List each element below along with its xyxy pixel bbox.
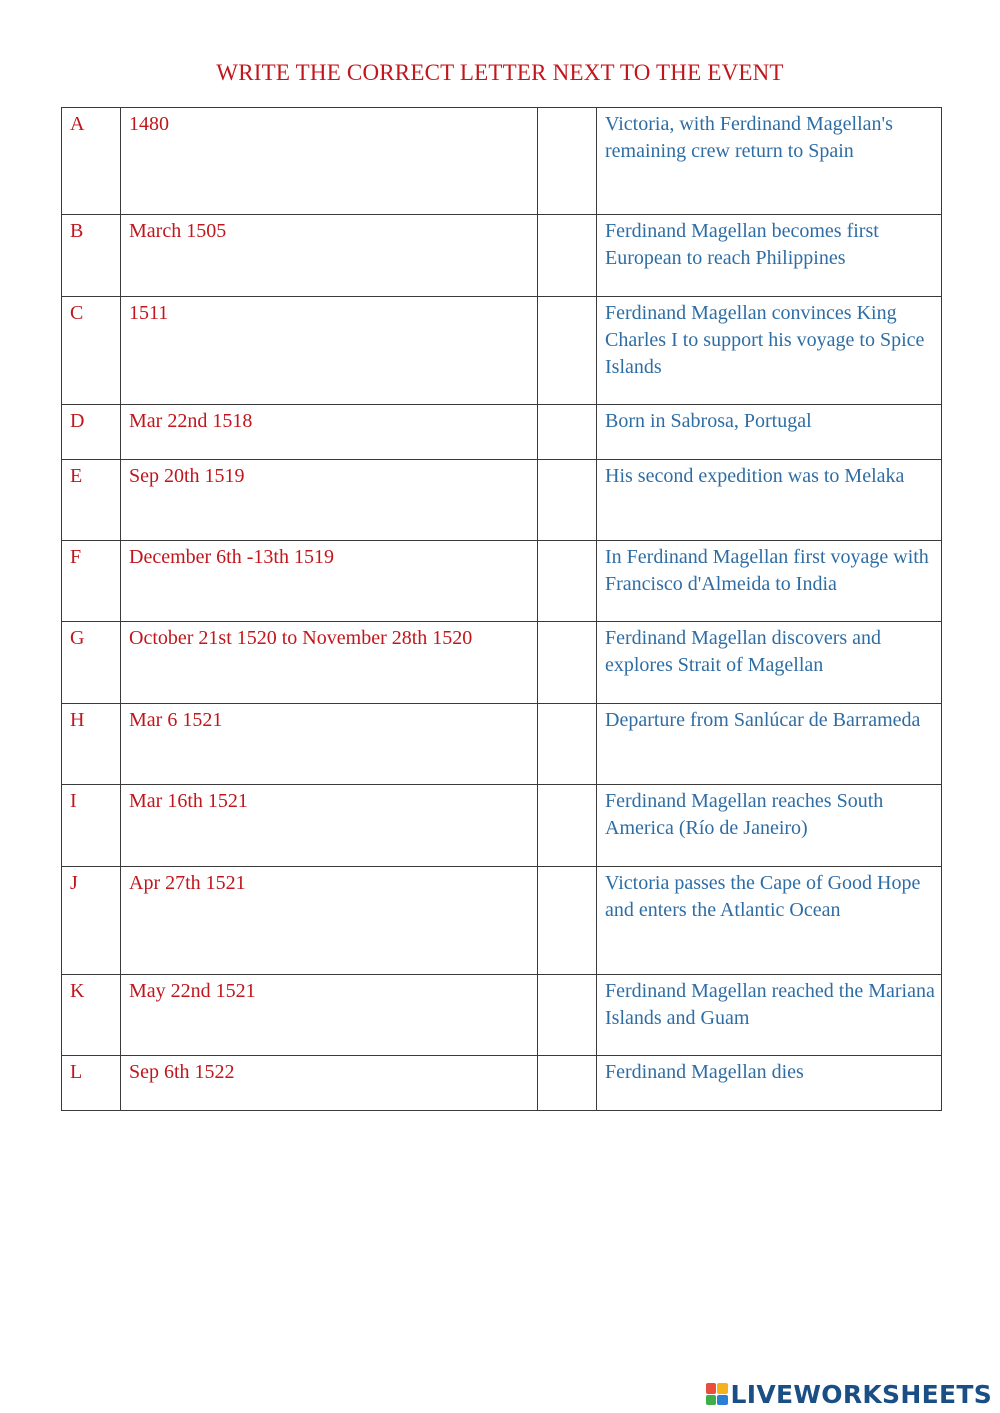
row-letter: C bbox=[62, 297, 121, 405]
row-letter: L bbox=[62, 1056, 121, 1111]
row-letter: D bbox=[62, 405, 121, 460]
table-row bbox=[62, 1056, 942, 1111]
table-row bbox=[62, 405, 942, 460]
answer-field[interactable] bbox=[538, 704, 597, 785]
answer-field[interactable] bbox=[538, 541, 597, 622]
row-letter: J bbox=[62, 867, 121, 975]
table-row bbox=[62, 297, 942, 405]
table-row bbox=[62, 541, 942, 622]
row-letter: E bbox=[62, 460, 121, 541]
row-event: Departure from Sanlúcar de Barrameda bbox=[597, 704, 942, 785]
table-row bbox=[62, 704, 942, 785]
worksheet-title: WRITE THE CORRECT LETTER NEXT TO THE EVENT bbox=[216, 60, 784, 85]
table-row bbox=[62, 867, 942, 975]
answer-field[interactable] bbox=[538, 975, 597, 1056]
row-date: Apr 27th 1521 bbox=[121, 867, 538, 975]
row-date: 1480 bbox=[121, 108, 538, 215]
row-date: October 21st 1520 to November 28th 1520 bbox=[121, 622, 538, 704]
row-letter: K bbox=[62, 975, 121, 1056]
answer-field[interactable] bbox=[538, 1056, 597, 1111]
row-date: Mar 6 1521 bbox=[121, 704, 538, 785]
row-date: Sep 20th 1519 bbox=[121, 460, 538, 541]
row-event: Victoria passes the Cape of Good Hope and enters the Atlantic Ocean bbox=[597, 867, 942, 975]
row-event: Born in Sabrosa, Portugal bbox=[597, 405, 942, 460]
matching-table bbox=[61, 107, 942, 1111]
row-event: In Ferdinand Magellan first voyage with Francisco d'Almeida to India bbox=[597, 541, 942, 622]
row-letter: B bbox=[62, 215, 121, 297]
row-date: Mar 16th 1521 bbox=[121, 785, 538, 867]
row-event: Ferdinand Magellan becomes first European to reach Philippines bbox=[597, 215, 942, 297]
liveworksheets-logo-icon bbox=[706, 1383, 728, 1405]
liveworksheets-watermark bbox=[706, 1377, 992, 1411]
answer-field[interactable] bbox=[538, 460, 597, 541]
row-date: 1511 bbox=[121, 297, 538, 405]
row-date: May 22nd 1521 bbox=[121, 975, 538, 1056]
row-event: Ferdinand Magellan dies bbox=[597, 1056, 942, 1111]
answer-field[interactable] bbox=[538, 297, 597, 405]
answer-field[interactable] bbox=[538, 215, 597, 297]
row-date: March 1505 bbox=[121, 215, 538, 297]
table-row bbox=[62, 460, 942, 541]
table-row bbox=[62, 785, 942, 867]
answer-field[interactable] bbox=[538, 405, 597, 460]
row-letter: G bbox=[62, 622, 121, 704]
table-row bbox=[62, 108, 942, 215]
answer-field[interactable] bbox=[538, 108, 597, 215]
answer-field[interactable] bbox=[538, 622, 597, 704]
table-row bbox=[62, 215, 942, 297]
table-row bbox=[62, 622, 942, 704]
answer-field[interactable] bbox=[538, 867, 597, 975]
row-letter: H bbox=[62, 704, 121, 785]
row-letter: F bbox=[62, 541, 121, 622]
row-event: Ferdinand Magellan reached the Mariana Islands and Guam bbox=[597, 975, 942, 1056]
answer-field[interactable] bbox=[538, 785, 597, 867]
row-date: Mar 22nd 1518 bbox=[121, 405, 538, 460]
table-row bbox=[62, 975, 942, 1056]
row-event: His second expedition was to Melaka bbox=[597, 460, 942, 541]
row-letter: A bbox=[62, 108, 121, 215]
row-date: Sep 6th 1522 bbox=[121, 1056, 538, 1111]
row-event: Victoria, with Ferdinand Magellan's remaining crew return to Spain bbox=[597, 108, 942, 215]
row-event: Ferdinand Magellan convinces King Charles I to support his voyage to Spice Islands bbox=[597, 297, 942, 405]
row-letter: I bbox=[62, 785, 121, 867]
watermark-brand: LIVEWORKSHEETS bbox=[730, 1379, 992, 1409]
row-event: Ferdinand Magellan reaches South America (Río de Janeiro) bbox=[597, 785, 942, 867]
row-date: December 6th -13th 1519 bbox=[121, 541, 538, 622]
row-event: Ferdinand Magellan discovers and explores Strait of Magellan bbox=[597, 622, 942, 704]
